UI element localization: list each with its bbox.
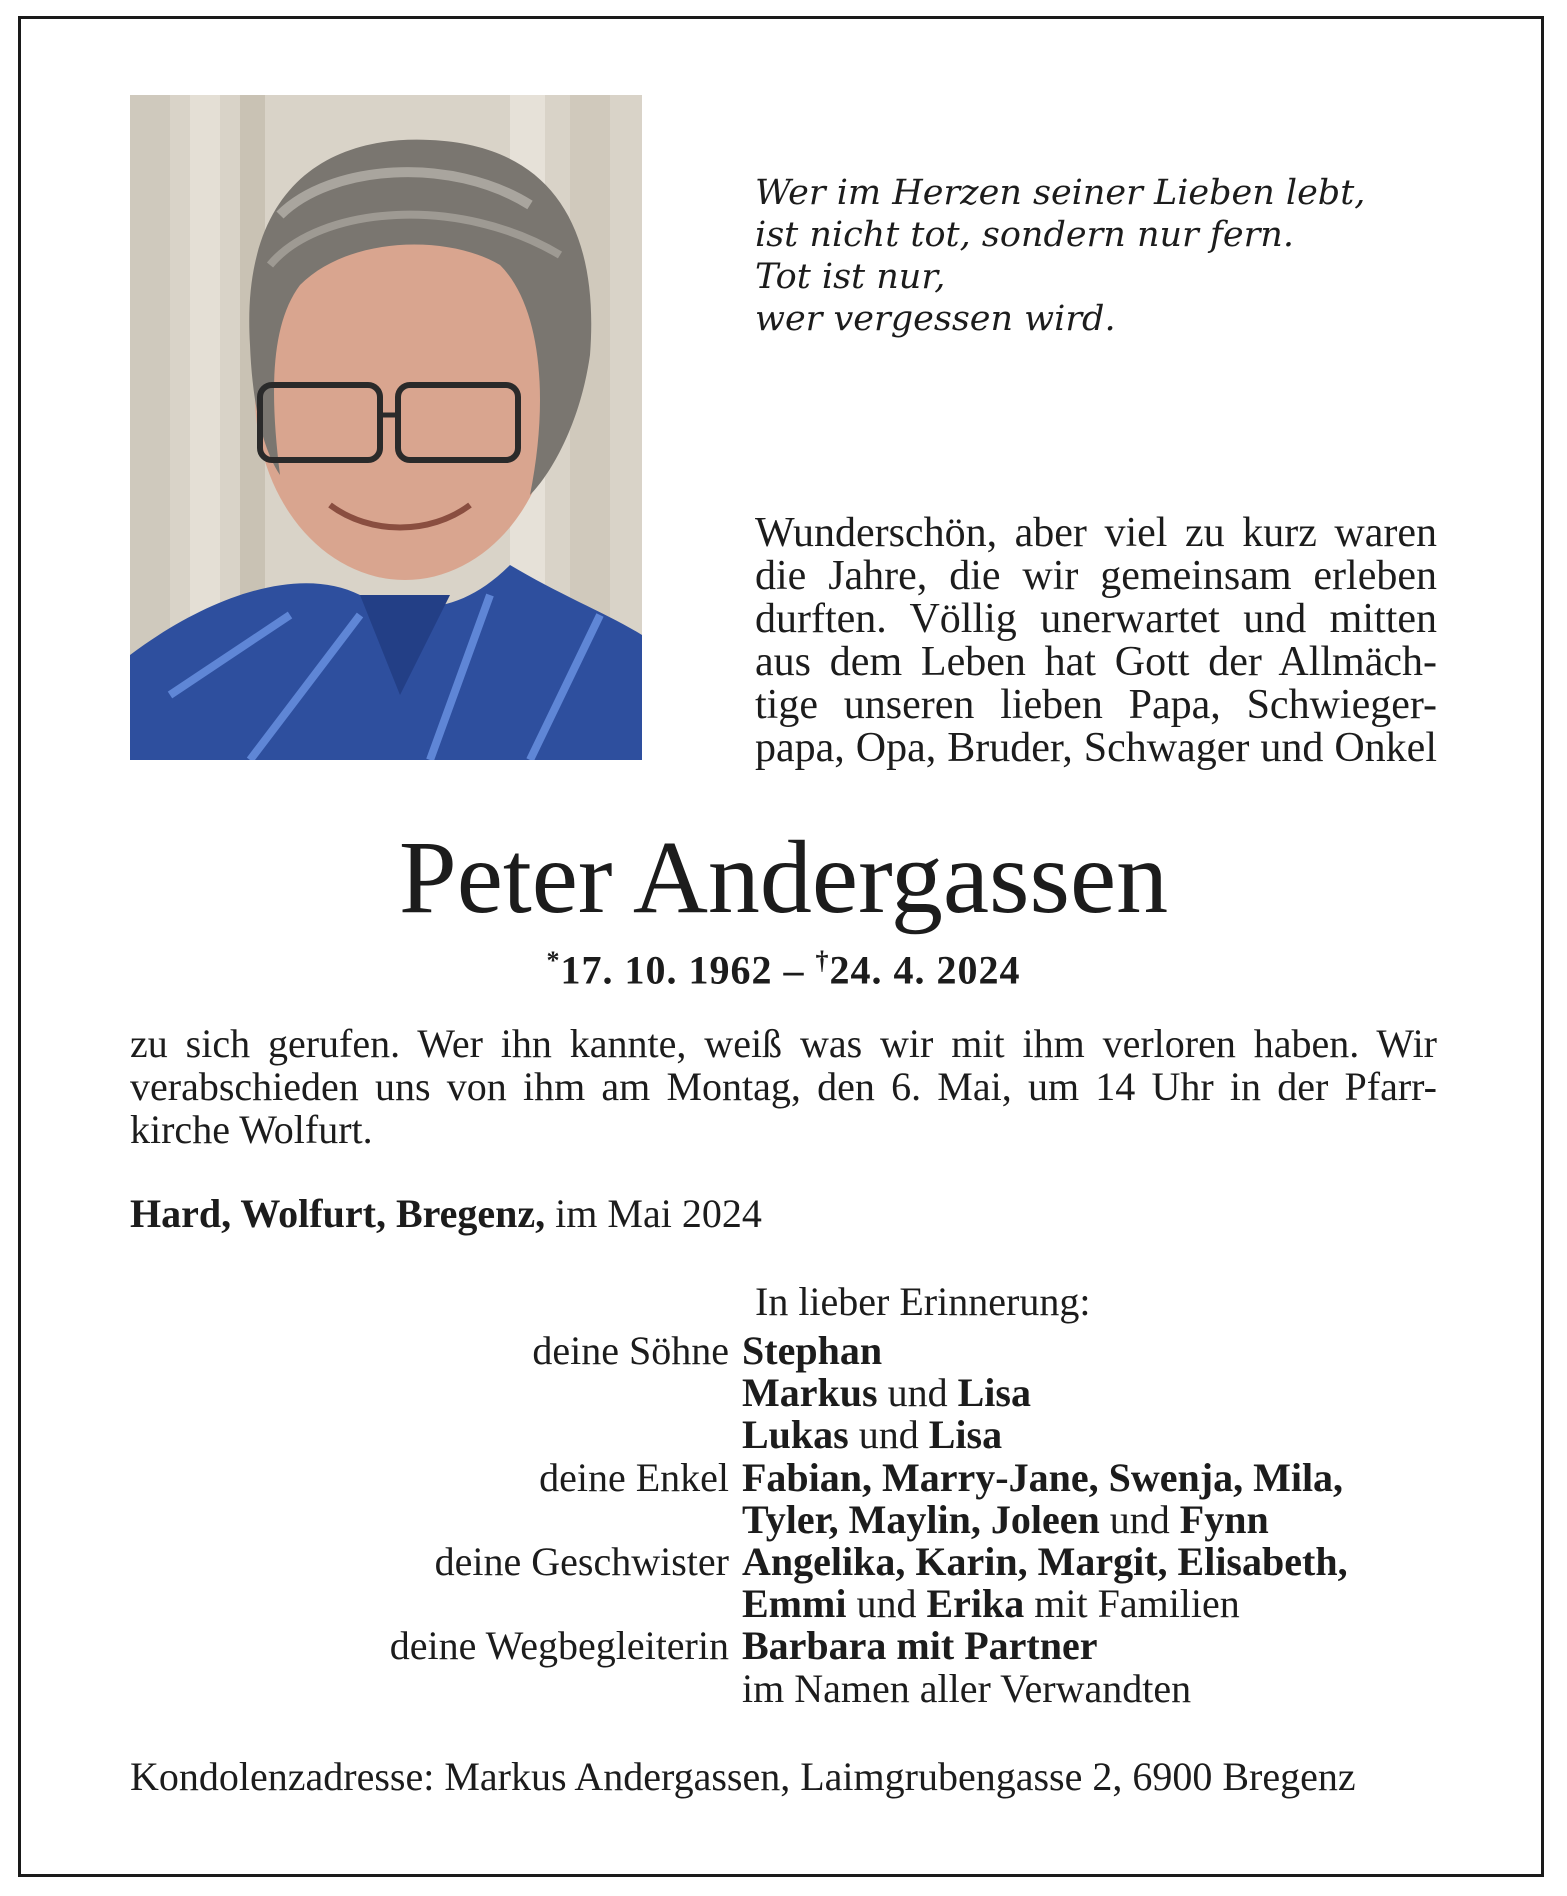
and-word: und (1109, 1496, 1170, 1542)
and-word: und (858, 1412, 919, 1458)
quote-line: Wer im Herzen seiner Lieben lebt, (755, 173, 1366, 213)
grandchild-name: Fynn (1179, 1496, 1269, 1542)
place-and-date (130, 1192, 762, 1235)
birth-symbol: * (546, 946, 561, 975)
intro-line: aus dem Leben hat Gott der Allmäch- (755, 639, 1437, 685)
grandchildren-names: Tyler, Maylin, Joleen (742, 1496, 1100, 1542)
memory-heading: In lieber Erinnerung: (755, 1279, 1091, 1324)
portrait-illustration (130, 95, 642, 760)
place-names: Hard, Wolfurt, Bregenz, (130, 1191, 546, 1236)
intro-line: Wunderschön, aber viel zu kurz waren (755, 510, 1437, 556)
life-dates (0, 946, 1567, 993)
relatives-note: im Namen aller Verwandten (742, 1665, 1192, 1711)
intro-paragraph (755, 512, 1437, 770)
sibling-name: Erika (926, 1581, 1025, 1627)
partner-name: Lisa (928, 1412, 1003, 1458)
family-row (130, 1454, 1530, 1500)
body-line: verabschieden uns von ihm am Montag, den 6. Mai, um 14 Uhr in der Pfarr- (130, 1064, 1437, 1109)
son-name: Lukas (742, 1412, 849, 1458)
family-row (130, 1330, 1530, 1372)
body-line: kirche Wolfurt. (130, 1107, 373, 1152)
family-row (130, 1414, 1530, 1456)
body-line: zu sich gerufen. Wer ihn kannte, weiß was wir mit ihm verloren haben. Wir (130, 1021, 1437, 1066)
son-name: Markus (742, 1370, 878, 1416)
sibling-name: Emmi (742, 1581, 847, 1627)
family-list (130, 1330, 1530, 1710)
memorial-quote (755, 172, 1455, 340)
partner-name: Lisa (957, 1370, 1031, 1416)
companion-label: deine Wegbegleiterin (389, 1623, 729, 1669)
death-date: 24. 4. 2024 (829, 947, 1021, 993)
intro-line: tige unseren lieben Papa, Schwieger- (755, 682, 1437, 728)
notice-date: im Mai 2024 (545, 1191, 762, 1236)
intro-line: papa, Opa, Bruder, Schwager und Onkel (755, 725, 1437, 771)
portrait-photo (130, 95, 642, 760)
quote-line: Tot ist nur, (755, 257, 946, 297)
siblings-names: Angelika, Karin, Margit, Elisabeth, (742, 1539, 1348, 1585)
grandchildren-names: Fabian, Marry-Jane, Swenja, Mila, (742, 1454, 1344, 1500)
intro-line: durften. Völlig unerwartet und mitten (755, 596, 1437, 642)
grandchildren-label: deine Enkel (539, 1454, 729, 1500)
companion-name: Barbara mit Partner (742, 1623, 1098, 1669)
deceased-name: Peter Andergassen (398, 820, 1169, 935)
and-word: und (856, 1581, 917, 1627)
intro-line: die Jahre, die wir gemeinsam erleben (755, 553, 1437, 599)
sons-label: deine Söhne (532, 1328, 729, 1373)
funeral-notice-paragraph (130, 1022, 1437, 1151)
family-row (130, 1583, 1530, 1625)
with-families: mit Familien (1034, 1581, 1240, 1627)
family-row (130, 1665, 1530, 1711)
date-separator: – (772, 947, 816, 993)
birth-date: 17. 10. 1962 (560, 947, 773, 993)
death-symbol: † (815, 946, 830, 975)
family-row (130, 1625, 1530, 1667)
quote-line: ist nicht tot, sondern nur fern. (755, 215, 1294, 255)
family-row (130, 1496, 1530, 1542)
family-row (130, 1541, 1530, 1583)
family-row (130, 1372, 1530, 1414)
quote-line: wer vergessen wird. (755, 299, 1116, 339)
siblings-label: deine Geschwister (434, 1539, 729, 1585)
condolence-address: Kondolenzadresse: Markus Andergassen, Laimgrubengasse 2, 6900 Bregenz (130, 1754, 1356, 1799)
and-word: und (887, 1370, 948, 1416)
son-name: Stephan (742, 1328, 883, 1373)
